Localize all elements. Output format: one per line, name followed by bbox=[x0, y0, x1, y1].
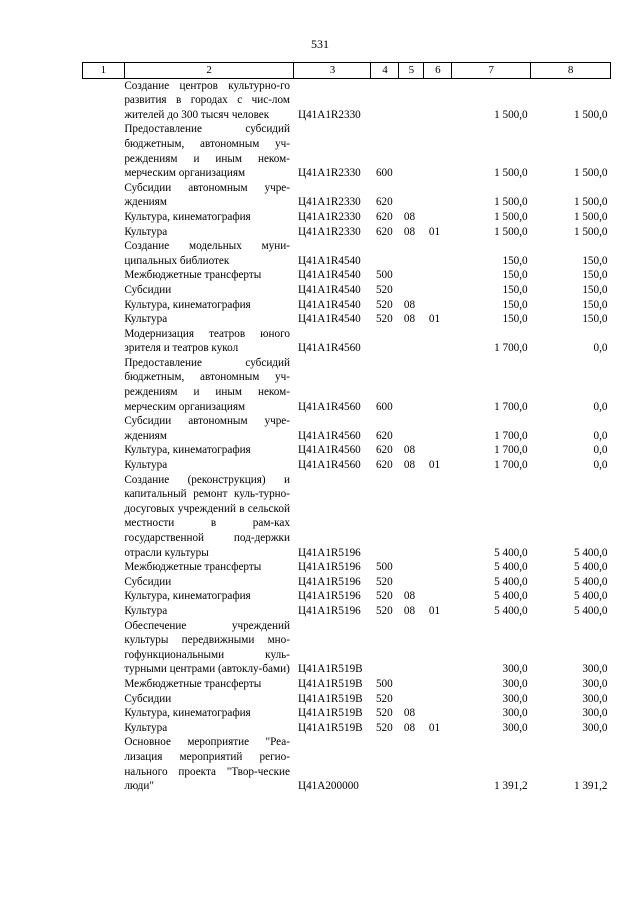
amount-col8: 0,0 bbox=[593, 429, 608, 442]
table-row bbox=[83, 443, 611, 458]
target-code: Ц41А1R5196 bbox=[297, 561, 361, 574]
row-name: Обеспечение учреждений культуры передвижными мно-гофункциональными куль-турными центрами (автоклу-бами) bbox=[124, 619, 290, 676]
table-row bbox=[83, 473, 611, 561]
amount-col8: 300,0 bbox=[582, 692, 608, 705]
subsection-code bbox=[424, 298, 452, 313]
amount-col7: 150,0 bbox=[502, 254, 528, 267]
row-number-cell bbox=[83, 78, 125, 122]
row-name: Культура, кинематография bbox=[124, 298, 251, 311]
subsection-code bbox=[424, 356, 452, 414]
page-number: 531 bbox=[311, 37, 329, 51]
row-name: Предоставление субсидий бюджетным, автономным уч-реждениям и иным неком-мерческим организациям bbox=[124, 123, 290, 180]
section-code: 08 bbox=[403, 721, 416, 734]
table-body bbox=[83, 78, 611, 794]
amount-col7: 1 700,0 bbox=[494, 444, 528, 457]
table-row bbox=[83, 560, 611, 575]
target-code: Ц41А1R5196 bbox=[297, 604, 361, 617]
amount-col7: 300,0 bbox=[502, 707, 528, 720]
row-number-cell bbox=[83, 443, 125, 458]
expense-type-code: 500 bbox=[375, 269, 393, 282]
row-name: Предоставление субсидий бюджетным, автономным уч-реждениям и иным неком-мерческим организациям bbox=[124, 356, 290, 413]
subsection-code bbox=[424, 414, 452, 443]
amount-col8: 1 500,0 bbox=[573, 210, 608, 223]
expense-type-code: 520 bbox=[375, 283, 393, 296]
row-name: Культура, кинематография bbox=[124, 210, 251, 223]
subsection-code bbox=[424, 560, 452, 575]
expense-type-code bbox=[371, 619, 399, 677]
row-number-cell bbox=[83, 604, 125, 619]
row-number-cell bbox=[83, 706, 125, 721]
amount-col7: 5 400,0 bbox=[494, 546, 528, 559]
amount-col7: 5 400,0 bbox=[494, 575, 528, 588]
table-row bbox=[83, 575, 611, 590]
amount-col7: 300,0 bbox=[502, 663, 528, 676]
section-code: 08 bbox=[403, 210, 416, 223]
row-number-cell bbox=[83, 181, 125, 210]
amount-col7: 1 700,0 bbox=[494, 429, 528, 442]
row-name: Культура bbox=[124, 721, 168, 734]
amount-col7: 150,0 bbox=[502, 269, 528, 282]
expense-type-code: 520 bbox=[375, 313, 393, 326]
section-code bbox=[399, 619, 424, 677]
subsection-code bbox=[424, 706, 452, 721]
amount-col7: 150,0 bbox=[502, 283, 528, 296]
row-number-cell bbox=[83, 122, 125, 180]
subsection-code: 01 bbox=[428, 459, 441, 472]
amount-col7: 300,0 bbox=[502, 721, 528, 734]
row-number-cell bbox=[83, 312, 125, 327]
subsection-code: 01 bbox=[428, 225, 441, 238]
amount-col8: 0,0 bbox=[593, 459, 608, 472]
section-code bbox=[399, 283, 424, 298]
expense-type-code: 520 bbox=[375, 604, 393, 617]
table-row bbox=[83, 268, 611, 283]
subsection-code bbox=[424, 619, 452, 677]
amount-col7: 5 400,0 bbox=[494, 590, 528, 603]
budget-table bbox=[82, 62, 611, 794]
subsection-code bbox=[424, 122, 452, 180]
row-name: Создание центров культурно-го развития в городах с чис-лом жителей до 300 тысяч человек bbox=[124, 79, 290, 121]
row-number-cell bbox=[83, 721, 125, 736]
target-code: Ц41А1R4560 bbox=[297, 444, 361, 457]
section-code bbox=[399, 414, 424, 443]
section-code bbox=[399, 239, 424, 268]
target-code: Ц41А1R4560 bbox=[297, 429, 361, 442]
row-number-cell bbox=[83, 458, 125, 473]
target-code: Ц41А1R519В bbox=[297, 721, 363, 734]
row-number-cell bbox=[83, 735, 125, 793]
expense-type-code: 600 bbox=[375, 400, 393, 413]
section-code bbox=[399, 735, 424, 793]
row-number-cell bbox=[83, 589, 125, 604]
column-header: 4 bbox=[371, 63, 399, 79]
column-header: 6 bbox=[424, 63, 452, 79]
target-code: Ц41А1R4540 bbox=[297, 313, 361, 326]
amount-col8: 300,0 bbox=[582, 721, 608, 734]
amount-col8: 0,0 bbox=[593, 342, 608, 355]
expense-type-code bbox=[371, 735, 399, 793]
table-row bbox=[83, 458, 611, 473]
subsection-code bbox=[424, 210, 452, 225]
row-name: Субсидии автономным учре-ждениям bbox=[124, 181, 290, 209]
row-number-cell bbox=[83, 575, 125, 590]
row-name: Субсидии автономным учре-ждениям bbox=[124, 415, 290, 442]
table-row bbox=[83, 692, 611, 707]
row-name: Межбюджетные трансферты bbox=[124, 561, 262, 574]
section-code bbox=[399, 575, 424, 590]
target-code: Ц41А1R519В bbox=[297, 663, 363, 676]
subsection-code bbox=[424, 443, 452, 458]
amount-col7: 150,0 bbox=[502, 298, 528, 311]
amount-col7: 1 700,0 bbox=[494, 342, 528, 355]
table-row bbox=[83, 589, 611, 604]
row-name: Культура bbox=[124, 313, 168, 326]
amount-col7: 5 400,0 bbox=[494, 604, 528, 617]
section-code: 08 bbox=[403, 313, 416, 326]
target-code: Ц41А1R5196 bbox=[297, 575, 361, 588]
header-row bbox=[83, 63, 611, 79]
amount-col8: 5 400,0 bbox=[573, 546, 608, 559]
row-name: Субсидии bbox=[124, 692, 172, 705]
expense-type-code: 620 bbox=[375, 459, 393, 472]
subsection-code: 01 bbox=[428, 313, 441, 326]
column-header: 7 bbox=[452, 63, 531, 79]
column-header: 2 bbox=[124, 63, 294, 79]
amount-col8: 150,0 bbox=[582, 269, 608, 282]
subsection-code bbox=[424, 473, 452, 561]
expense-type-code: 620 bbox=[375, 444, 393, 457]
expense-type-code: 520 bbox=[375, 590, 393, 603]
amount-col8: 300,0 bbox=[582, 663, 608, 676]
amount-col8: 1 500,0 bbox=[573, 167, 608, 180]
column-header: 3 bbox=[294, 63, 371, 79]
row-number-cell bbox=[83, 677, 125, 692]
expense-type-code: 520 bbox=[375, 298, 393, 311]
row-name: Культура bbox=[124, 225, 168, 238]
row-number-cell bbox=[83, 473, 125, 561]
section-code: 08 bbox=[403, 707, 416, 720]
amount-col8: 1 391,2 bbox=[573, 780, 608, 793]
target-code: Ц41А1R4540 bbox=[297, 283, 361, 296]
table-row bbox=[83, 78, 611, 122]
amount-col7: 300,0 bbox=[502, 692, 528, 705]
row-name: Культура, кинематография bbox=[124, 444, 251, 457]
table-row bbox=[83, 677, 611, 692]
expense-type-code bbox=[371, 239, 399, 268]
table-row bbox=[83, 298, 611, 313]
row-number-cell bbox=[83, 239, 125, 268]
target-code: Ц41А1R2330 bbox=[297, 210, 361, 223]
amount-col7: 1 500,0 bbox=[494, 196, 528, 209]
target-code: Ц41А1R2330 bbox=[297, 196, 361, 209]
subsection-code bbox=[424, 735, 452, 793]
row-number-cell bbox=[83, 560, 125, 575]
table-row bbox=[83, 414, 611, 443]
row-name: Создание модельных муни-ципальных библиотек bbox=[124, 240, 290, 267]
subsection-code bbox=[424, 575, 452, 590]
expense-type-code: 620 bbox=[375, 210, 393, 223]
subsection-code bbox=[424, 283, 452, 298]
table-row bbox=[83, 619, 611, 677]
amount-col8: 150,0 bbox=[582, 254, 608, 267]
row-number-cell bbox=[83, 283, 125, 298]
target-code: Ц41А1R4560 bbox=[297, 342, 361, 355]
expense-type-code bbox=[371, 78, 399, 122]
expense-type-code: 520 bbox=[375, 692, 393, 705]
amount-col7: 1 500,0 bbox=[494, 210, 528, 223]
table-row bbox=[83, 225, 611, 240]
subsection-code bbox=[424, 327, 452, 356]
target-code: Ц41А1R519В bbox=[297, 692, 363, 705]
expense-type-code: 520 bbox=[375, 707, 393, 720]
row-number-cell bbox=[83, 268, 125, 283]
subsection-code: 01 bbox=[428, 604, 441, 617]
amount-col8: 0,0 bbox=[593, 444, 608, 457]
section-code bbox=[399, 692, 424, 707]
section-code: 08 bbox=[403, 444, 416, 457]
row-name: Создание (реконструкция) и капитальный ремонт куль-турно-досуговых учреждений в сельской местности в рам-ках государственной под-держки отрасли культуры bbox=[124, 473, 290, 559]
target-code: Ц41А1R4540 bbox=[297, 254, 361, 267]
table-row bbox=[83, 181, 611, 210]
amount-col8: 5 400,0 bbox=[573, 590, 608, 603]
section-code bbox=[399, 181, 424, 210]
subsection-code bbox=[424, 181, 452, 210]
amount-col8: 1 500,0 bbox=[573, 196, 608, 209]
table-row bbox=[83, 239, 611, 268]
table-row bbox=[83, 604, 611, 619]
row-name: Модернизация театров юного зрителя и театров кукол bbox=[124, 327, 290, 355]
section-code: 08 bbox=[403, 459, 416, 472]
amount-col8: 5 400,0 bbox=[573, 561, 608, 574]
row-name: Культура bbox=[124, 604, 168, 617]
row-number-cell bbox=[83, 298, 125, 313]
row-number-cell bbox=[83, 327, 125, 356]
expense-type-code: 600 bbox=[375, 167, 393, 180]
row-number-cell bbox=[83, 356, 125, 414]
table-row bbox=[83, 210, 611, 225]
amount-col7: 1 391,2 bbox=[494, 780, 528, 793]
subsection-code bbox=[424, 239, 452, 268]
target-code: Ц41А1R4560 bbox=[297, 459, 361, 472]
section-code bbox=[399, 268, 424, 283]
amount-col8: 1 500,0 bbox=[573, 225, 608, 238]
section-code bbox=[399, 560, 424, 575]
section-code bbox=[399, 78, 424, 122]
target-code: Ц41А1R4540 bbox=[297, 269, 361, 282]
column-header: 1 bbox=[83, 63, 125, 79]
amount-col7: 1 500,0 bbox=[494, 167, 528, 180]
amount-col8: 300,0 bbox=[582, 677, 608, 690]
section-code bbox=[399, 356, 424, 414]
row-name: Основное мероприятие "Реа-лизация мероприятий регио-нального проекта "Твор-ческие люди" bbox=[124, 736, 290, 793]
expense-type-code: 520 bbox=[375, 575, 393, 588]
amount-col8: 5 400,0 bbox=[573, 575, 608, 588]
expense-type-code: 620 bbox=[375, 225, 393, 238]
amount-col7: 1 700,0 bbox=[494, 459, 528, 472]
row-number-cell bbox=[83, 210, 125, 225]
row-name: Субсидии bbox=[124, 283, 172, 296]
section-code bbox=[399, 327, 424, 356]
amount-col7: 5 400,0 bbox=[494, 561, 528, 574]
subsection-code bbox=[424, 268, 452, 283]
target-code: Ц41А1R4560 bbox=[297, 400, 361, 413]
target-code: Ц41А1R5196 bbox=[297, 546, 361, 559]
amount-col8: 1 500,0 bbox=[573, 108, 608, 121]
table-row bbox=[83, 122, 611, 180]
section-code: 08 bbox=[403, 604, 416, 617]
table-row bbox=[83, 327, 611, 356]
subsection-code bbox=[424, 589, 452, 604]
row-name: Культура bbox=[124, 459, 168, 472]
target-code: Ц41А1R5196 bbox=[297, 590, 361, 603]
expense-type-code: 620 bbox=[375, 196, 393, 209]
table-row bbox=[83, 356, 611, 414]
table-row bbox=[83, 735, 611, 793]
amount-col8: 150,0 bbox=[582, 298, 608, 311]
amount-col8: 150,0 bbox=[582, 283, 608, 296]
target-code: Ц41А1R2330 bbox=[297, 167, 361, 180]
expense-type-code bbox=[371, 327, 399, 356]
expense-type-code: 620 bbox=[375, 429, 393, 442]
section-code: 08 bbox=[403, 298, 416, 311]
amount-col7: 150,0 bbox=[502, 313, 528, 326]
amount-col8: 150,0 bbox=[582, 313, 608, 326]
target-code: Ц41А200000 bbox=[297, 780, 359, 793]
amount-col7: 1 500,0 bbox=[494, 225, 528, 238]
amount-col8: 0,0 bbox=[593, 400, 608, 413]
amount-col8: 300,0 bbox=[582, 707, 608, 720]
subsection-code bbox=[424, 692, 452, 707]
row-name: Культура, кинематография bbox=[124, 590, 251, 603]
table-row bbox=[83, 706, 611, 721]
section-code: 08 bbox=[403, 225, 416, 238]
row-number-cell bbox=[83, 619, 125, 677]
section-code bbox=[399, 677, 424, 692]
row-name: Субсидии bbox=[124, 575, 172, 588]
row-name: Межбюджетные трансферты bbox=[124, 677, 262, 690]
table-row bbox=[83, 312, 611, 327]
target-code: Ц41А1R519В bbox=[297, 707, 363, 720]
amount-col7: 1 700,0 bbox=[494, 400, 528, 413]
section-code bbox=[399, 122, 424, 180]
expense-type-code: 500 bbox=[375, 561, 393, 574]
target-code: Ц41А1R519В bbox=[297, 677, 363, 690]
expense-type-code bbox=[371, 473, 399, 561]
target-code: Ц41А1R4540 bbox=[297, 298, 361, 311]
target-code: Ц41А1R2330 bbox=[297, 108, 361, 121]
row-number-cell bbox=[83, 414, 125, 443]
row-name: Культура, кинематография bbox=[124, 707, 251, 720]
row-name: Межбюджетные трансферты bbox=[124, 269, 262, 282]
subsection-code bbox=[424, 78, 452, 122]
row-number-cell bbox=[83, 225, 125, 240]
amount-col7: 1 500,0 bbox=[494, 108, 528, 121]
amount-col8: 5 400,0 bbox=[573, 604, 608, 617]
section-code bbox=[399, 473, 424, 561]
expense-type-code: 500 bbox=[375, 677, 393, 690]
amount-col7: 300,0 bbox=[502, 677, 528, 690]
section-code: 08 bbox=[403, 590, 416, 603]
subsection-code: 01 bbox=[428, 721, 441, 734]
expense-type-code: 520 bbox=[375, 721, 393, 734]
column-header: 8 bbox=[531, 63, 611, 79]
subsection-code bbox=[424, 677, 452, 692]
target-code: Ц41А1R2330 bbox=[297, 225, 361, 238]
column-header: 5 bbox=[399, 63, 424, 79]
table-row bbox=[83, 283, 611, 298]
table-row bbox=[83, 721, 611, 736]
row-number-cell bbox=[83, 692, 125, 707]
